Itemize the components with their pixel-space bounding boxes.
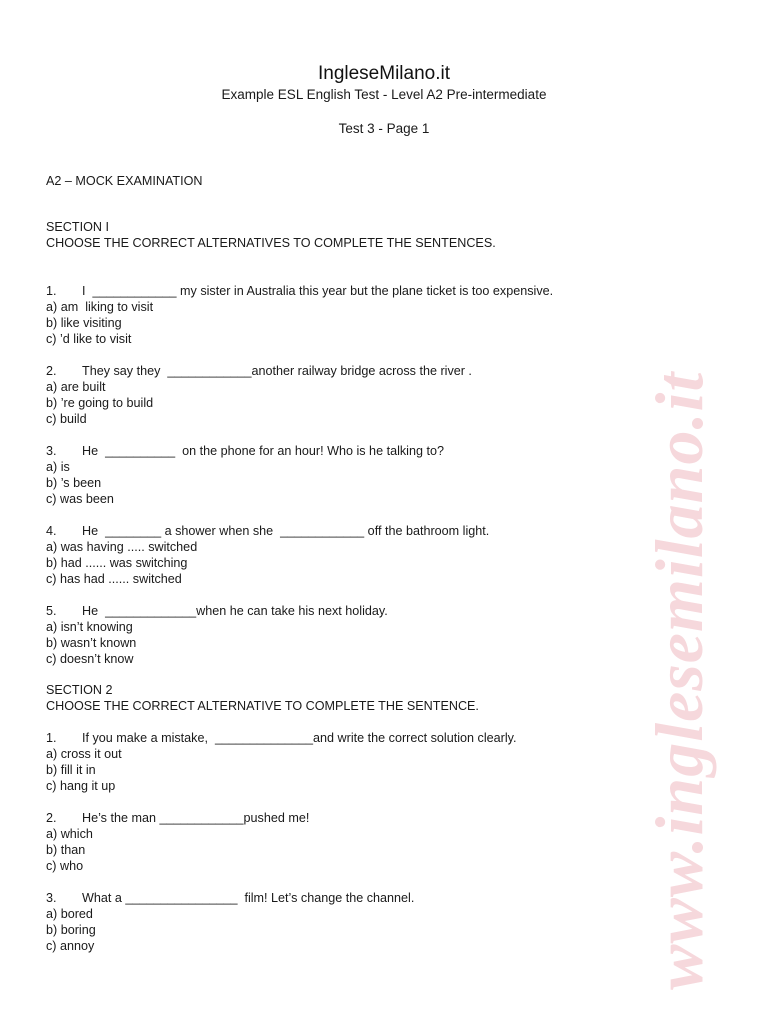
- option-c: c) who: [46, 859, 84, 873]
- option-b: b) wasn’t known: [46, 636, 137, 650]
- option-a: a) cross it out: [46, 747, 122, 761]
- question: [46, 523, 666, 587]
- question-number: 3.: [46, 891, 57, 905]
- question: [46, 283, 666, 347]
- option-a: a) are built: [46, 380, 106, 394]
- option-c: c) annoy: [46, 939, 95, 953]
- option-b: b) ’re going to build: [46, 396, 154, 410]
- option-a: a) was having ..... switched: [46, 540, 198, 554]
- question: [46, 730, 666, 794]
- option-a: a) isn’t knowing: [46, 620, 133, 634]
- section-instruction: CHOOSE THE CORRECT ALTERNATIVES TO COMPLETE THE SENTENCES.: [46, 236, 496, 250]
- option-c: c) has had ...... switched: [46, 572, 182, 586]
- section-title: SECTION I: [46, 220, 109, 234]
- question-text: He _____________when he can take his next holiday.: [82, 604, 388, 618]
- question: [46, 890, 666, 954]
- section-title: SECTION 2: [46, 683, 113, 697]
- option-a: a) which: [46, 827, 93, 841]
- question-text: I ____________ my sister in Australia this year but the plane ticket is too expensive.: [82, 284, 554, 298]
- option-c: c) doesn’t know: [46, 652, 134, 666]
- question-number: 2.: [46, 811, 57, 825]
- question-text: They say they ____________another railway bridge across the river .: [82, 364, 472, 378]
- test-subtitle: Example ESL English Test - Level A2 Pre-intermediate: [221, 87, 547, 102]
- site-title: IngleseMilano.it: [317, 63, 451, 84]
- option-a: a) bored: [46, 907, 93, 921]
- section-instruction: CHOOSE THE CORRECT ALTERNATIVE TO COMPLETE THE SENTENCE.: [46, 699, 479, 713]
- question-text: He’s the man ____________pushed me!: [82, 811, 310, 825]
- question-number: 5.: [46, 604, 57, 618]
- option-b: b) than: [46, 843, 86, 857]
- exam-title: A2 – MOCK EXAMINATION: [46, 174, 203, 188]
- question-text: He __________ on the phone for an hour! Who is he talking to?: [82, 444, 444, 458]
- question-number: 2.: [46, 364, 57, 378]
- question-text: What a ________________ film! Let’s change the channel.: [82, 891, 415, 905]
- option-a: a) am liking to visit: [46, 300, 154, 314]
- question-number: 1.: [46, 731, 57, 745]
- section-1: [46, 219, 666, 667]
- page-label: Test 3 - Page 1: [338, 121, 430, 136]
- question: [46, 363, 666, 427]
- question-text: He ________ a shower when she ____________ off the bathroom light.: [82, 524, 490, 538]
- option-b: b) had ...... was switching: [46, 556, 188, 570]
- option-c: c) ’d like to visit: [46, 332, 132, 346]
- option-b: b) boring: [46, 923, 96, 937]
- option-c: c) hang it up: [46, 779, 116, 793]
- page-header: [0, 62, 768, 138]
- option-b: b) like visiting: [46, 316, 122, 330]
- question-number: 3.: [46, 444, 57, 458]
- option-c: c) was been: [46, 492, 114, 506]
- option-c: c) build: [46, 412, 87, 426]
- test-content: [46, 173, 666, 970]
- option-b: b) fill it in: [46, 763, 96, 777]
- question: [46, 810, 666, 874]
- section-2: [46, 682, 666, 954]
- option-b: b) ’s been: [46, 476, 102, 490]
- question-text: If you make a mistake, ______________and write the correct solution clearly.: [82, 731, 517, 745]
- watermark: www.inglesemilano.it: [641, 371, 717, 990]
- option-a: a) is: [46, 460, 70, 474]
- question: [46, 603, 666, 667]
- question-number: 1.: [46, 284, 57, 298]
- question-number: 4.: [46, 524, 57, 538]
- question: [46, 443, 666, 507]
